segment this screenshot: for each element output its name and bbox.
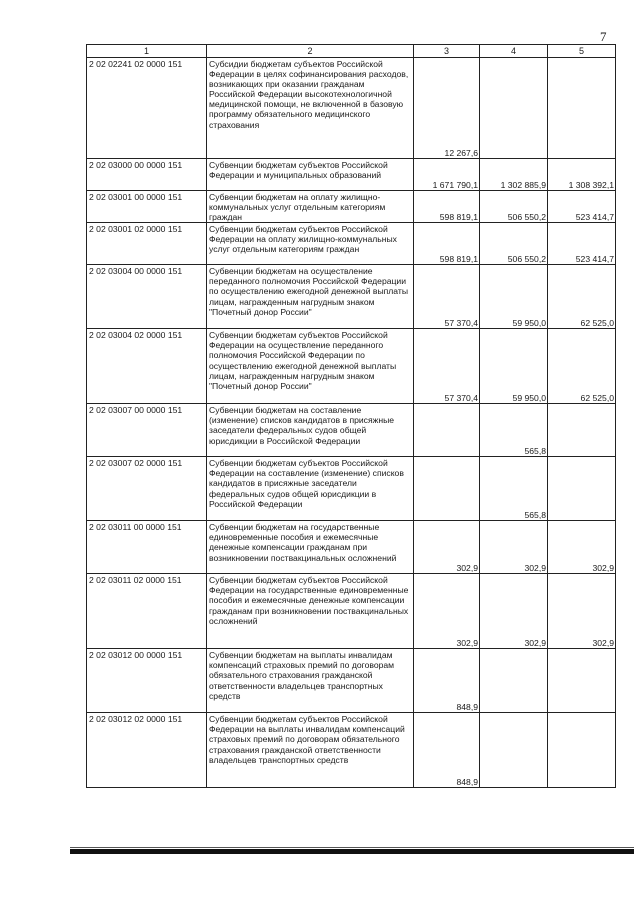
- table-row: [87, 713, 616, 788]
- column-header-description: 2: [207, 45, 414, 58]
- row-description: Субвенции бюджетам субъектов Российской Федерации на оплату жилищно-коммунальных услуг отдельным категориям граждан: [207, 223, 414, 265]
- page-number: 7: [600, 29, 607, 44]
- table-row: [87, 191, 616, 223]
- table-row: [87, 521, 616, 574]
- row-value-col3: 302,9: [414, 521, 480, 574]
- row-value-col4: 506 550,2: [480, 191, 548, 223]
- row-value-col3: 302,9: [414, 574, 480, 649]
- row-value-col4: 302,9: [480, 521, 548, 574]
- row-description: Субвенции бюджетам субъектов Российской Федерации на выплаты инвалидам компенсаций страховых премий по договорам обязательного страхования гражданской ответственности владельцев транспортных средств: [207, 713, 414, 788]
- row-value-col4: 59 950,0: [480, 265, 548, 329]
- row-value-col4: [480, 58, 548, 159]
- row-value-col5: 62 525,0: [548, 329, 616, 404]
- row-value-col3: [414, 404, 480, 457]
- table-row: [87, 649, 616, 713]
- table-row: [87, 404, 616, 457]
- row-value-col5: [548, 649, 616, 713]
- row-value-col4: 59 950,0: [480, 329, 548, 404]
- row-value-col5: 302,9: [548, 521, 616, 574]
- row-value-col5: 302,9: [548, 574, 616, 649]
- row-value-col3: 57 370,4: [414, 329, 480, 404]
- row-value-col4: [480, 649, 548, 713]
- row-code: 2 02 03012 00 0000 151: [87, 649, 207, 713]
- row-code: 2 02 03012 02 0000 151: [87, 713, 207, 788]
- table-row: [87, 58, 616, 159]
- row-value-col3: [414, 457, 480, 521]
- row-value-col4: [480, 713, 548, 788]
- row-value-col5: [548, 457, 616, 521]
- row-code: 2 02 03004 02 0000 151: [87, 329, 207, 404]
- row-description: Субвенции бюджетам субъектов Российской Федерации на составление (изменение) списков кандидатов в присяжные заседатели федеральных судов общей юрисдикции в Российской Федерации: [207, 457, 414, 521]
- row-code: 2 02 03001 00 0000 151: [87, 191, 207, 223]
- scan-edge-line: [70, 847, 634, 848]
- column-header-year-2: 4: [480, 45, 548, 58]
- table-row: [87, 329, 616, 404]
- row-description: Субсидии бюджетам субъектов Российской Федерации в целях софинансирования расходов, возникающих при оказании гражданам Российской Федерации высокотехнологичной медицинской помощи, не включенной в базовую программу обязательного медицинского страхования: [207, 58, 414, 159]
- table-row: [87, 574, 616, 649]
- row-code: 2 02 03000 00 0000 151: [87, 159, 207, 191]
- table-row: [87, 159, 616, 191]
- row-value-col4: 506 550,2: [480, 223, 548, 265]
- row-value-col3: 598 819,1: [414, 223, 480, 265]
- row-code: 2 02 03011 00 0000 151: [87, 521, 207, 574]
- row-description: Субвенции бюджетам на государственные единовременные пособия и ежемесячные денежные компенсации гражданам при возникновении поствакцинальных осложнений: [207, 521, 414, 574]
- row-value-col5: [548, 404, 616, 457]
- column-header-code: 1: [87, 45, 207, 58]
- row-description: Субвенции бюджетам субъектов Российской Федерации и муниципальных образований: [207, 159, 414, 191]
- row-value-col3: 1 671 790,1: [414, 159, 480, 191]
- row-value-col5: 62 525,0: [548, 265, 616, 329]
- row-value-col5: [548, 713, 616, 788]
- row-description: Субвенции бюджетам на оплату жилищно-коммунальных услуг отдельным категориям граждан: [207, 191, 414, 223]
- row-code: 2 02 02241 02 0000 151: [87, 58, 207, 159]
- row-description: Субвенции бюджетам субъектов Российской Федерации на осуществление переданного полномочия Российской Федерации по осуществлению ежегодной денежной выплаты лицам, награжденным нагрудным знаком "Почетный донор России": [207, 329, 414, 404]
- column-header-year-1: 3: [414, 45, 480, 58]
- row-value-col3: 848,9: [414, 713, 480, 788]
- table-header-row: [87, 45, 616, 58]
- row-code: 2 02 03007 02 0000 151: [87, 457, 207, 521]
- row-description: Субвенции бюджетам на выплаты инвалидам компенсаций страховых премий по договорам обязательного страхования гражданской ответственности владельцев транспортных средств: [207, 649, 414, 713]
- row-value-col4: 1 302 885,9: [480, 159, 548, 191]
- row-value-col3: 598 819,1: [414, 191, 480, 223]
- row-value-col3: 848,9: [414, 649, 480, 713]
- row-value-col5: [548, 58, 616, 159]
- row-code: 2 02 03011 02 0000 151: [87, 574, 207, 649]
- table-row: [87, 457, 616, 521]
- row-value-col3: 12 267,6: [414, 58, 480, 159]
- row-description: Субвенции бюджетам на осуществление переданного полномочия Российской Федерации по осуществлению ежегодной денежной выплаты лицам, награжденным нагрудным знаком "Почетный донор России": [207, 265, 414, 329]
- row-code: 2 02 03007 00 0000 151: [87, 404, 207, 457]
- row-code: 2 02 03004 00 0000 151: [87, 265, 207, 329]
- scan-bottom-bar: [70, 849, 634, 854]
- column-header-year-3: 5: [548, 45, 616, 58]
- row-value-col4: 565,8: [480, 457, 548, 521]
- row-value-col4: 565,8: [480, 404, 548, 457]
- table-row: [87, 265, 616, 329]
- row-value-col5: 1 308 392,1: [548, 159, 616, 191]
- row-value-col4: 302,9: [480, 574, 548, 649]
- row-value-col5: 523 414,7: [548, 223, 616, 265]
- row-description: Субвенции бюджетам на составление (изменение) списков кандидатов в присяжные заседатели федеральных судов общей юрисдикции в Российской Федерации: [207, 404, 414, 457]
- row-description: Субвенции бюджетам субъектов Российской Федерации на государственные единовременные пособия и ежемесячные денежные компенсации гражданам при возникновении поствакцинальных осложнений: [207, 574, 414, 649]
- budget-table: [86, 44, 616, 788]
- row-code: 2 02 03001 02 0000 151: [87, 223, 207, 265]
- row-value-col3: 57 370,4: [414, 265, 480, 329]
- table-row: [87, 223, 616, 265]
- row-value-col5: 523 414,7: [548, 191, 616, 223]
